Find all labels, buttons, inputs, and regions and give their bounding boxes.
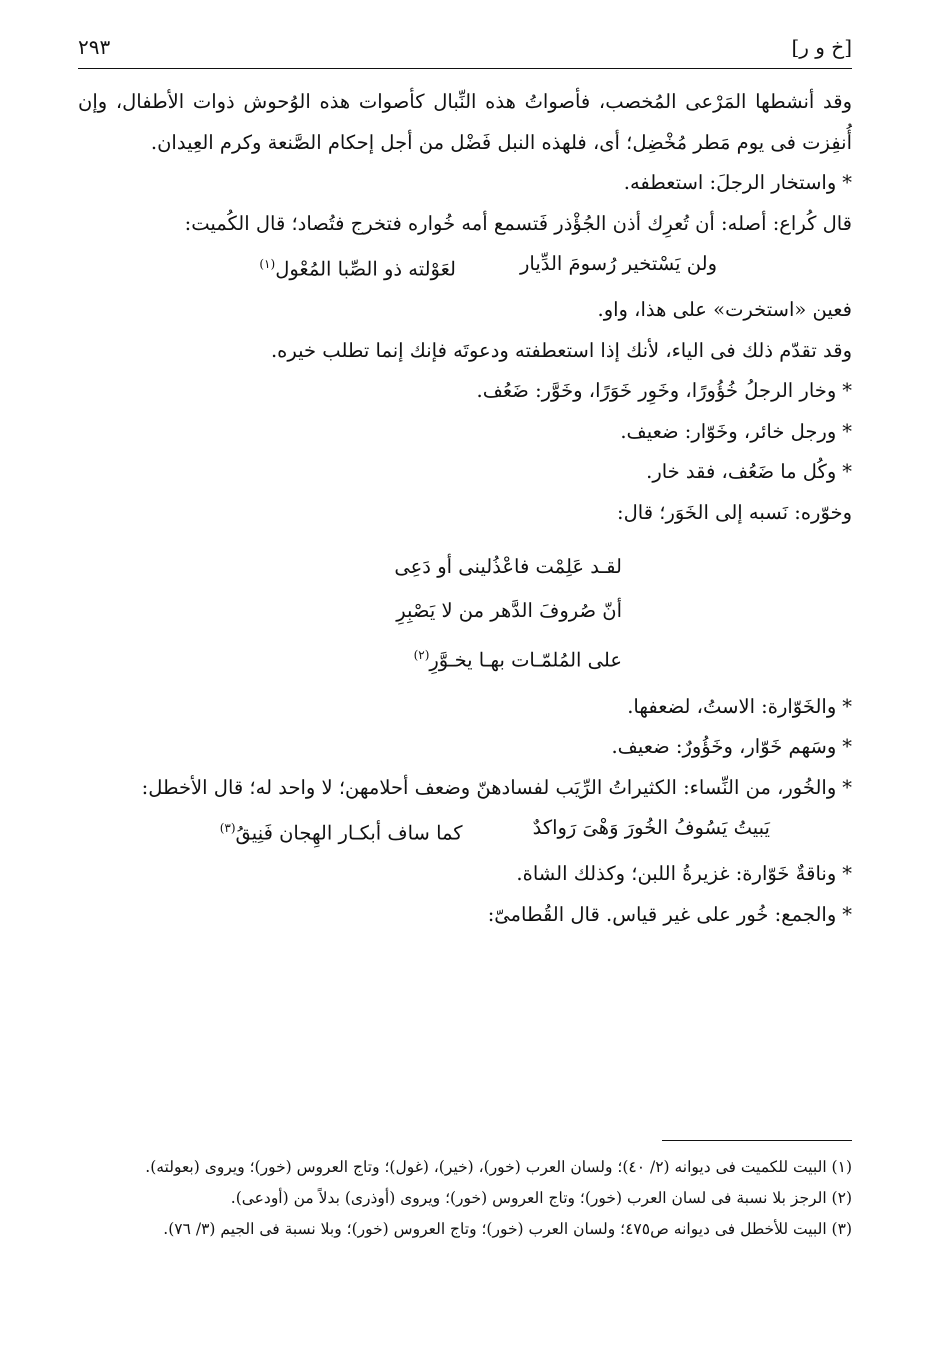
- verse-hemistich-second: لعَوْلته ذو الصِّبا المُعْول$^{(١)}$: [259, 257, 456, 281]
- entry: [78, 452, 852, 493]
- entry-text: والخُور، من النِّساء: الكثيراتُ الرِّيَب لفسادهنّ وضعف أحلامهن؛ لا واحد له؛ قال الأخطل:: [141, 775, 837, 799]
- entry-text: وخار الرجلُ خُؤُورًا، وخَوِر خَوَرًا، وخَوَّر: ضَعُف.: [476, 379, 837, 402]
- asterisk-icon: *: [842, 735, 852, 758]
- entry: [78, 768, 852, 809]
- asterisk-icon: *: [842, 171, 852, 194]
- main-text: [78, 82, 852, 935]
- rajaz-poem: [78, 545, 852, 683]
- rajaz-line: لقـد عَلِمْت فاعْذُلينى أو دَعِى: [394, 555, 622, 578]
- asterisk-icon: *: [842, 460, 852, 483]
- entry: [78, 687, 852, 728]
- footnotes: [78, 1152, 852, 1245]
- header-rule: [78, 68, 852, 69]
- footnote-rule: [662, 1140, 852, 1141]
- paragraph: فعين «استخرت» على هذا، واو.: [597, 298, 852, 321]
- asterisk-icon: *: [842, 419, 852, 443]
- poem-verse: [78, 808, 852, 854]
- footnote-marker: (٢): [413, 648, 430, 662]
- footnote-marker: (١): [259, 257, 276, 271]
- asterisk-icon: *: [842, 379, 852, 402]
- asterisk-icon: *: [842, 694, 852, 718]
- asterisk-icon: *: [842, 862, 852, 885]
- rajaz-line: على المُلمّـات بهـا يخـوَّرِ$^{(٢)}$: [413, 648, 622, 672]
- entry: [78, 163, 852, 204]
- entry-text: وناقةٌ خَوّارة: غزيرةُ اللبن؛ وكذلك الشاة.: [516, 862, 837, 885]
- rajaz-line: أنّ صُروفَ الدَّهر من لا يَصْبِرِ: [396, 599, 622, 622]
- page-header: [78, 30, 852, 64]
- paragraph: قال كُراع: أصله: أن تُعرِك أذن الجُؤْذر فَتسمع أمه خُواره فتخرج فتُصاد؛ قال الكُميت:: [184, 211, 852, 235]
- verse-hemistich-first: ولن يَسْتخير رُسومَ الدِّيار: [519, 252, 717, 275]
- footnote: (١) البيت للكميت فى ديوانه (٢/ ٤٠)؛ ولسان العرب (خور)، (خير)، (غول)؛ وتاج العروس (خور)؛ ويروى (بعولته).: [145, 1158, 852, 1176]
- verse-hemistich-second: كما ساف أبكـار الهِجان فَنِيقُ$^{(٣)}$: [219, 821, 463, 845]
- footnote: (٢) الرجز بلا نسبة فى لسان العرب (خور)؛ وتاج العروس (خور)؛ ويروى (أوذرى) بدلاً من (أودعى).: [230, 1189, 852, 1207]
- entry: [78, 854, 852, 895]
- entry-text: ورجل خائر، وخَوّار: ضعيف.: [620, 419, 837, 443]
- asterisk-icon: *: [842, 902, 852, 926]
- entry-text: وكُل ما ضَعُف، فقد خار.: [646, 460, 837, 483]
- entry-text: واستخار الرجلَ: استعطفه.: [623, 171, 837, 194]
- entry-text: والجمع: خُور على غير قياس. قال القُطامىّ:: [487, 902, 837, 926]
- footnote: (٣) البيت للأخطل فى ديوانه ص٤٧٥؛ ولسان العرب (خور)؛ وتاج العروس (خور)؛ وبلا نسبة فى الجيم (٣/ ٧٦).: [163, 1220, 852, 1238]
- verse-hemistich-first: يَبيتُ يَسُوفُ الخُورَ وَهْىَ رَواكدٌ: [532, 816, 770, 839]
- paragraph: وقد تقدّم ذلك فى الياء، لأنك إذا استعطفته ودعوتَه فإنك إنما تطلب خيره.: [270, 338, 852, 362]
- footnote-marker: (٣): [219, 821, 236, 835]
- entry-text: وسَهم خَوّار، وخَؤُورٌ: ضعيف.: [611, 735, 837, 758]
- entry: [78, 412, 852, 453]
- asterisk-icon: *: [842, 775, 852, 799]
- entry-text: والخَوّارة: الاستُ، لضعفها.: [627, 694, 837, 718]
- poem-verse: [78, 244, 852, 290]
- entry: [78, 895, 852, 936]
- root-letters: [خ و ر]: [791, 35, 852, 59]
- paragraph: وخوّره: نَسبه إلى الخَوَر؛ قال:: [617, 500, 852, 524]
- paragraph: وقد أنشطها المَرْعى المُخصب، فأصواتُ هذه النِّبال كأصوات هذه الوُحوش ذوات الأطفال، وإن أُنفِزت فى يوم مَطر مُخْضِل؛ أى، فلهذه النبل فَضْل من أجل إحكام الصَّنعة وكرم العِيدان.: [78, 90, 852, 154]
- page-number: ٢٩٣: [78, 35, 111, 59]
- entry: [78, 371, 852, 412]
- entry: [78, 727, 852, 768]
